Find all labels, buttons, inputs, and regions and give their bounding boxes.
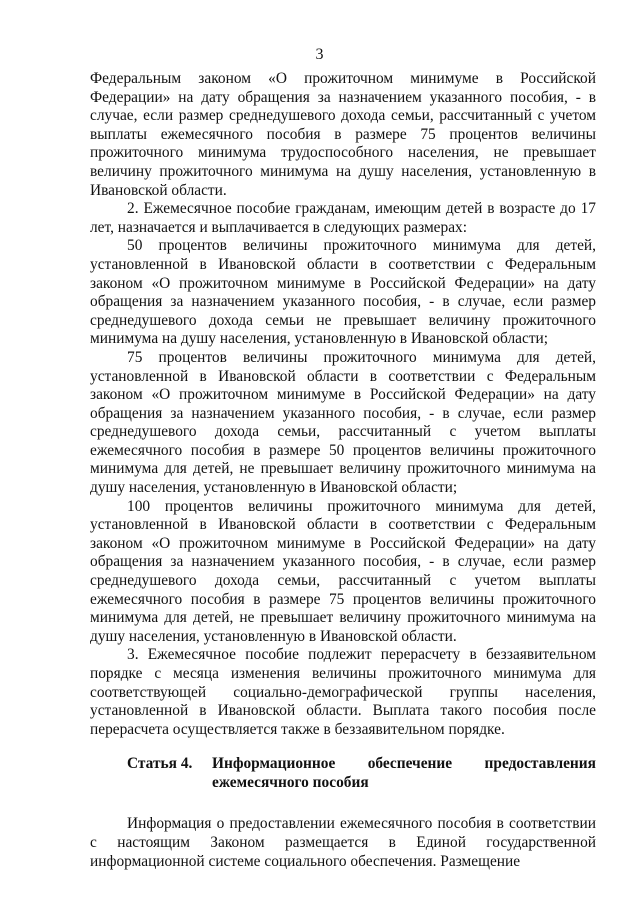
page-number: 3 [315,46,324,63]
paragraph-continuation: Федеральным законом «О прожиточном минимуме в Российской Федерации» на дату обращения за назначением указанного пособия, - в случае, если размер среднедушевого дохода семьи, рассчитанный с учетом выплаты ежемесячного пособия в размере 75 процентов величины прожиточного минимума трудоспособного населения, не превышает величину прожиточного минимума на душу населения, установленную в Ивановской области. [90,70,596,199]
document-body [90,70,596,871]
paragraph-item-2: 2. Ежемесячное пособие гражданам, имеющим детей в возрасте до 17 лет, назначается и выплачивается в следующих размерах: [90,200,596,236]
article-number: Статья 4. [127,755,193,773]
paragraph-100-percent: 100 процентов величины прожиточного минимума для детей, установленной в Ивановской области в соответствии с Федеральным законом «О прожиточном минимуме в Российской Федерации» на дату обращения за назначением указанного пособия, - в случае, если размер среднедушевого дохода семьи, рассчитанный с учетом выплаты ежемесячного пособия в размере 75 процентов величины прожиточного минимума для детей, не превышает величину прожиточного минимума на душу населения, установленную в Ивановской области. [90,497,596,645]
spacer [90,792,596,815]
paragraph-50-percent: 50 процентов величины прожиточного минимума для детей, установленной в Ивановской области в соответствии с Федеральным законом «О прожиточном минимуме в Российской Федерации» на дату обращения за назначением указанного пособия, - в случае, если размер среднедушевого дохода семьи не превышает величину прожиточного минимума на душу населения, установленную в Ивановской области; [90,237,596,348]
paragraph-information: Информация о предоставлении ежемесячного пособия в соответствии с настоящим Законом размещается в Единой государственной информационной системе социального обеспечения. Размещение [90,815,596,870]
paragraph-75-percent: 75 процентов величины прожиточного минимума для детей, установленной в Ивановской области в соответствии с Федеральным законом «О прожиточном минимуме в Российской Федерации» на дату обращения за назначением указанного пособия, - в случае, если размер среднедушевого дохода семьи, рассчитанный с учетом выплаты ежемесячного пособия в размере 50 процентов величины прожиточного минимума для детей, не превышает величину прожиточного минимума на душу населения, установленную в Ивановской области; [90,348,596,497]
paragraph-item-3: 3. Ежемесячное пособие подлежит перерасчету в беззаявительном порядке с месяца изменения величины прожиточного минимума для соответствующей социально-демографической группы населения, установленной в Ивановской области. Выплата такого пособия после перерасчета осуществляется также в беззаявительном порядке. [90,646,596,738]
article-heading [90,754,596,792]
article-title: Информационное обеспечение предоставления ежемесячного пособия [212,755,596,792]
